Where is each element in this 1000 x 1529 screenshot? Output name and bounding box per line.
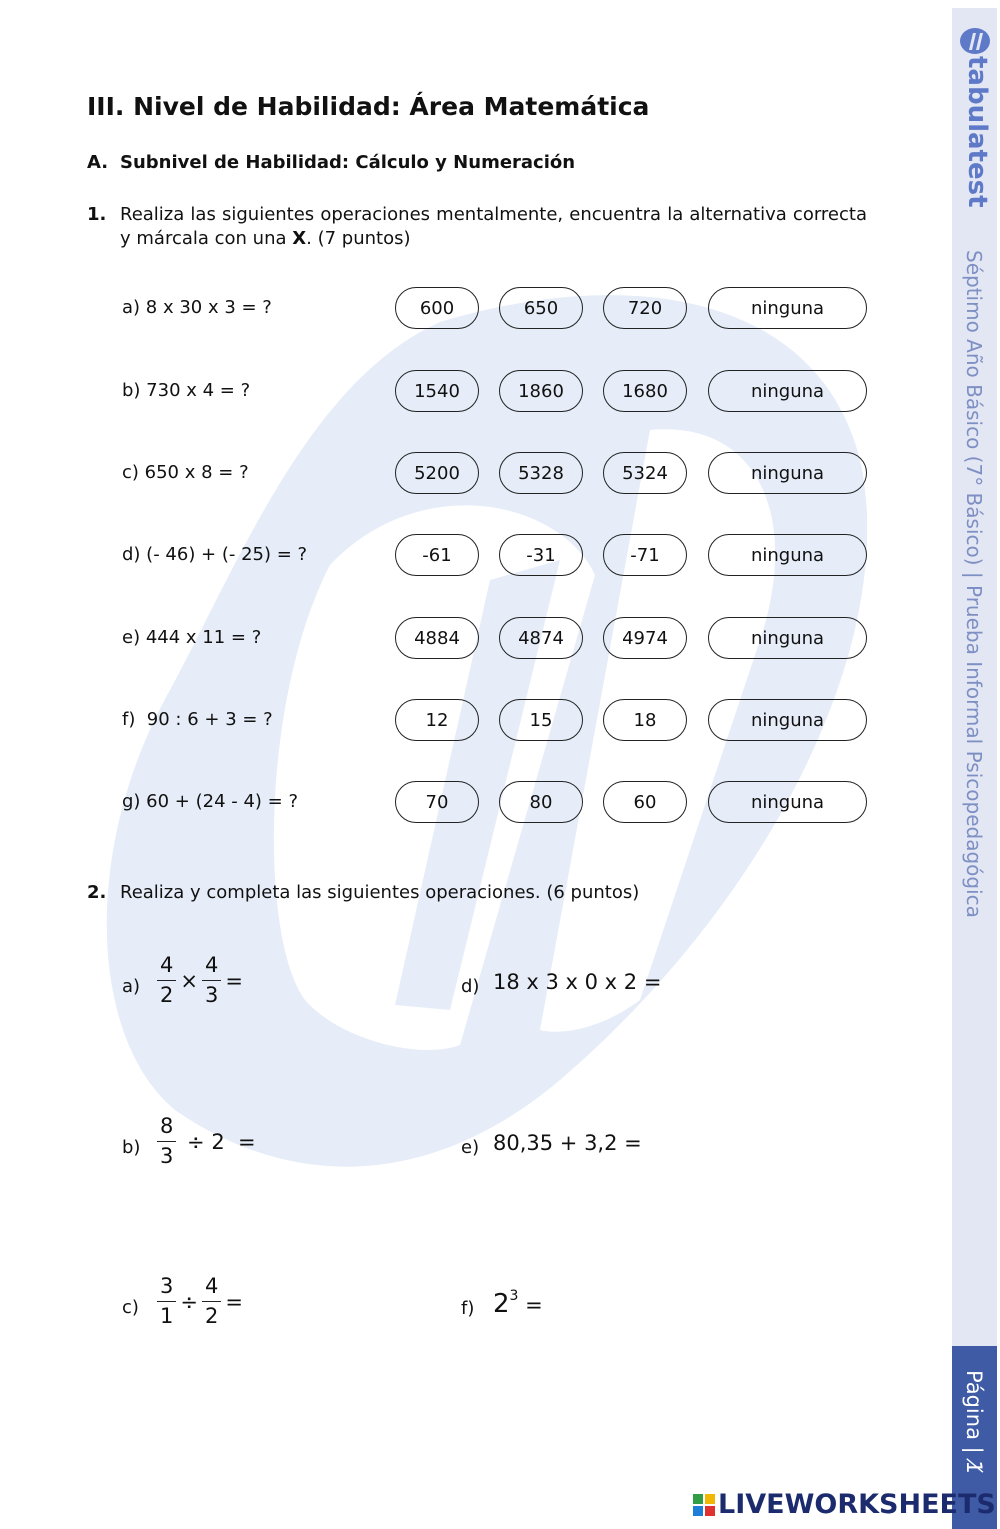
answer-option[interactable]: -61 <box>395 534 479 576</box>
question-text: Realiza y completa las siguientes operaciones. (6 puntos) <box>120 882 640 903</box>
tabulatest-logo-icon <box>958 26 992 56</box>
numerator: 4 <box>157 955 176 981</box>
fraction <box>157 1276 176 1327</box>
mc-question-label: f) 90 : 6 + 3 = ? <box>122 709 273 730</box>
answer-option[interactable]: 1860 <box>499 370 583 412</box>
mc-question-label: g) 60 + (24 - 4) = ? <box>122 791 299 812</box>
answer-option-none[interactable]: ninguna <box>708 287 867 329</box>
operator: × <box>180 968 198 993</box>
denominator: 2 <box>204 1304 219 1328</box>
course-description: Séptimo Año Básico (7° Básico) | Prueba Informal Psicopedagógica <box>962 250 986 918</box>
answer-option-none[interactable]: ninguna <box>708 370 867 412</box>
answer-option[interactable]: 70 <box>395 781 479 823</box>
mc-row-g <box>0 781 950 825</box>
denominator: 3 <box>160 1144 174 1168</box>
answer-option[interactable]: 12 <box>395 699 479 741</box>
numerator: 8 <box>157 1116 176 1142</box>
power-expression <box>493 1288 543 1319</box>
answer-option[interactable]: 15 <box>499 699 583 741</box>
operation-expression <box>157 1116 260 1167</box>
liveworksheets-logo <box>693 1489 996 1520</box>
operation-d <box>461 970 861 1002</box>
answer-option[interactable]: 18 <box>603 699 687 741</box>
answer-option[interactable]: 80 <box>499 781 583 823</box>
answer-option[interactable]: 5200 <box>395 452 479 494</box>
answer-option[interactable]: 60 <box>603 781 687 823</box>
operation-c <box>122 1276 422 1338</box>
power-exponent: 3 <box>509 1288 519 1304</box>
subsection-letter: A. <box>87 152 109 173</box>
equals-sign: = <box>225 1289 243 1314</box>
fraction <box>157 955 176 1006</box>
mc-question-label: c) 650 x 8 = ? <box>122 462 249 483</box>
answer-option[interactable]: 5324 <box>603 452 687 494</box>
numerator: 4 <box>202 1276 221 1302</box>
fraction <box>202 1276 221 1327</box>
mc-row-f <box>0 699 950 743</box>
operation-f <box>461 1288 861 1328</box>
subsection-title: Subnivel de Habilidad: Cálculo y Numeración <box>120 152 576 173</box>
question-text <box>120 203 867 251</box>
operation-label: f) <box>461 1298 475 1319</box>
mc-row-d <box>0 534 950 578</box>
mc-row-c <box>0 452 950 496</box>
operation-rest: ÷ 2 = <box>180 1129 256 1154</box>
denominator: 3 <box>204 983 219 1007</box>
answer-option[interactable]: 720 <box>603 287 687 329</box>
numerator: 3 <box>157 1276 176 1302</box>
answer-option[interactable]: -71 <box>603 534 687 576</box>
answer-option[interactable]: 5328 <box>499 452 583 494</box>
equals-sign: = <box>518 1293 543 1317</box>
answer-option[interactable]: 4884 <box>395 617 479 659</box>
answer-option[interactable]: 1540 <box>395 370 479 412</box>
answer-option[interactable]: 650 <box>499 287 583 329</box>
mc-question-label: a) 8 x 30 x 3 = ? <box>122 297 272 318</box>
equals-sign: = <box>225 968 243 993</box>
mc-row-b <box>0 370 950 414</box>
answer-option[interactable]: -31 <box>499 534 583 576</box>
answer-option-none[interactable]: ninguna <box>708 699 867 741</box>
mark-letter: X <box>292 228 307 249</box>
brand-name: tabulatest <box>962 56 992 208</box>
subsection-heading <box>87 152 575 173</box>
fraction <box>157 1116 176 1167</box>
question-number: 1. <box>87 204 107 225</box>
liveworksheets-icon <box>693 1494 715 1516</box>
operation-label: e) <box>461 1137 480 1158</box>
operation-a <box>122 955 422 1017</box>
power-base: 2 <box>493 1289 510 1319</box>
operation-expression: 18 x 3 x 0 x 2 = <box>493 970 662 994</box>
operation-expression <box>157 1276 247 1327</box>
answer-option[interactable]: 600 <box>395 287 479 329</box>
answer-option[interactable]: 1680 <box>603 370 687 412</box>
answer-option-none[interactable]: ninguna <box>708 617 867 659</box>
section-title: III. Nivel de Habilidad: Área Matemática <box>87 92 650 121</box>
denominator: 1 <box>160 1304 174 1328</box>
operation-label: b) <box>122 1137 141 1158</box>
question-1-instruction <box>87 203 867 251</box>
page-number: Página | 1̸ <box>962 1370 986 1474</box>
liveworksheets-text: LIVEWORKSHEETS <box>718 1489 996 1520</box>
answer-option[interactable]: 4974 <box>603 617 687 659</box>
operation-label: d) <box>461 976 480 997</box>
operation-label: a) <box>122 976 141 997</box>
fraction <box>202 955 221 1006</box>
question-2-instruction <box>87 881 867 905</box>
answer-option-none[interactable]: ninguna <box>708 781 867 823</box>
operation-label: c) <box>122 1297 139 1318</box>
mc-question-label: e) 444 x 11 = ? <box>122 627 262 648</box>
question-text-part: Realiza las siguientes operaciones mentalmente, encuentra la alternativa correcta y márcala con una <box>120 204 867 249</box>
numerator: 4 <box>202 955 221 981</box>
mc-question-label: d) (- 46) + (- 25) = ? <box>122 544 308 565</box>
mc-row-e <box>0 617 950 661</box>
operator: ÷ <box>180 1289 198 1314</box>
answer-option-none[interactable]: ninguna <box>708 452 867 494</box>
operation-b <box>122 1116 422 1178</box>
mc-question-label: b) 730 x 4 = ? <box>122 380 251 401</box>
mc-row-a <box>0 287 950 331</box>
answer-option-none[interactable]: ninguna <box>708 534 867 576</box>
operation-expression: 80,35 + 3,2 = <box>493 1131 642 1155</box>
denominator: 2 <box>160 983 174 1007</box>
question-number: 2. <box>87 882 107 903</box>
operation-e <box>461 1131 861 1163</box>
operation-expression <box>157 955 247 1006</box>
question-text-part: . (7 puntos) <box>306 228 411 249</box>
answer-option[interactable]: 4874 <box>499 617 583 659</box>
